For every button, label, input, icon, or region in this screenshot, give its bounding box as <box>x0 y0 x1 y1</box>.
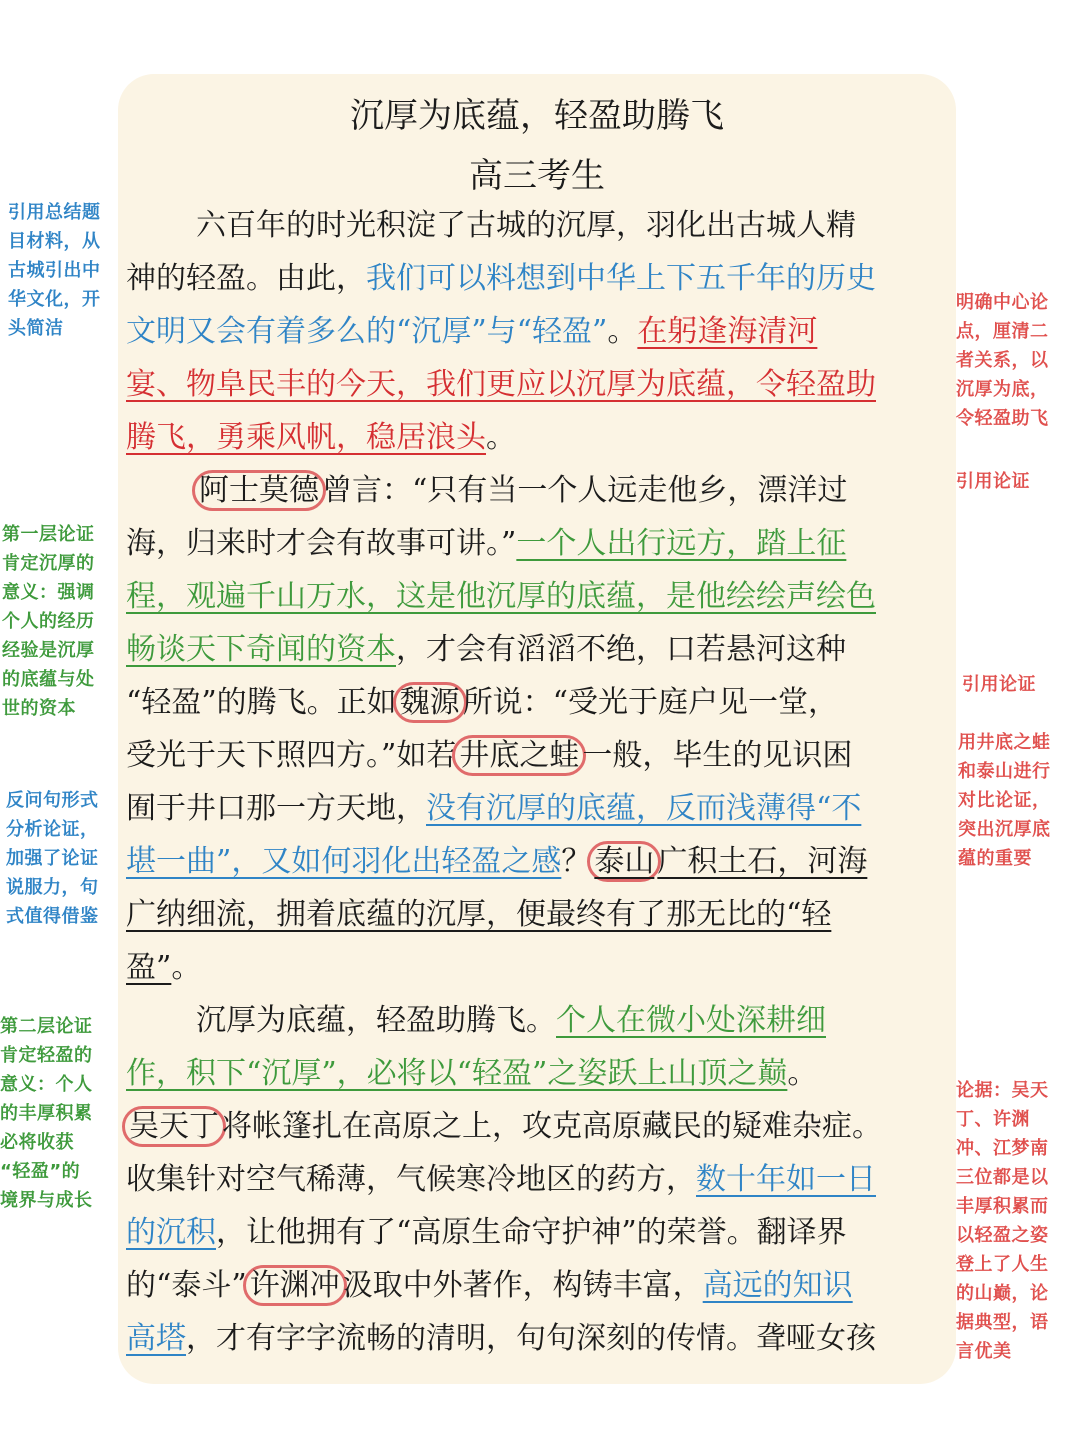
circled-name: 井底之蛙 <box>452 735 586 776</box>
essay-line: 的“泰斗” 许渊冲 汲取中外著作，构铸丰富，高远的知识 <box>126 1266 948 1306</box>
essay-line: 盈”。 <box>126 950 202 985</box>
circled-name: 吴天丁 <box>122 1106 226 1147</box>
essay-line: 囿于井口那一方天地，没有沉厚的底蕴，反而浅薄得“不 <box>126 791 862 826</box>
annotation-note: 用井底之蛙 和泰山进行 对比论证， 突出沉厚底 蕴的重要 <box>958 732 1051 869</box>
circled-name: 阿士莫德 <box>192 470 326 511</box>
essay-line: 腾飞，勇乘风帆，稳居浪头。 <box>126 420 516 455</box>
essay-line: 沉厚为底蕴，轻盈助腾飞。个人在微小处深耕细 <box>196 1003 826 1038</box>
circled-name: 泰山 <box>587 841 661 882</box>
essay-line: 程，观遍千山万水，这是他沉厚的底蕴，是他绘绘声绘色 <box>126 579 876 614</box>
essay-line: “轻盈”的腾飞。正如 魏源 所说：“受光于庭户见一堂， <box>126 683 948 723</box>
annotation-note: 第二层论证 肯定轻盈的 意义：个人 的丰厚积累 必将收获 “轻盈”的 境界与成长 <box>0 1016 93 1211</box>
essay-line: 广纳细流，拥着底蕴的沉厚，便最终有了那无比的“轻 <box>126 897 832 932</box>
essay-line: 文明又会有着多么的“沉厚”与“轻盈”。在躬逢海清河 <box>126 314 818 349</box>
essay-line: 受光于天下照四方。”如若 井底之蛙 一般，毕生的见识困 <box>126 736 948 776</box>
essay-line: 宴、物阜民丰的今天，我们更应以沉厚为底蕴，令轻盈助 <box>126 367 876 402</box>
annotation-note: 引用论证 <box>956 471 1030 492</box>
essay-line: 海，归来时才会有故事可讲。”一个人出行远方，踏上征 <box>126 526 847 561</box>
essay-line: 收集针对空气稀薄，气候寒冷地区的药方，数十年如一日 <box>126 1162 876 1197</box>
essay-title: 沉厚为底蕴，轻盈助腾飞 <box>350 96 724 136</box>
essay-line: 高塔，才有字字流畅的清明，句句深刻的传情。聋哑女孩 <box>126 1321 876 1356</box>
essay-line: 神的轻盈。由此，我们可以料想到中华上下五千年的历史 <box>126 261 876 296</box>
essay-line: 阿士莫德 曾言：“只有当一个人远走他乡，漂洋过 <box>196 471 948 511</box>
circled-name: 魏源 <box>393 682 467 723</box>
annotation-note: 第一层论证 肯定沉厚的 意义：强调 个人的经历 经验是沉厚 的底蕴与处 世的资本 <box>2 524 95 719</box>
essay-line: 作，积下“沉厚”，必将以“轻盈”之姿跃上山顶之巅。 <box>126 1056 818 1091</box>
essay-line: 六百年的时光积淀了古城的沉厚，羽化出古城人精 <box>196 208 856 243</box>
annotation-note: 明确中心论 点，厘清二 者关系，以 沉厚为底， 令轻盈助飞 <box>956 292 1049 429</box>
annotation-note: 引用总结题 目材料，从 古城引出中 华文化，开 头简洁 <box>8 202 101 339</box>
essay-line: 的沉积，让他拥有了“高原生命守护神”的荣誉。翻译界 <box>126 1215 847 1250</box>
annotation-note: 引用论证 <box>962 674 1036 695</box>
essay-author: 高三考生 <box>469 156 605 196</box>
circled-name: 许渊冲 <box>243 1265 347 1306</box>
essay-line: 吴天丁 将帐篷扎在高原之上，攻克高原藏民的疑难杂症。 <box>126 1107 948 1147</box>
essay-line: 畅谈天下奇闻的资本，才会有滔滔不绝，口若悬河这种 <box>126 632 846 667</box>
essay-line: 堪一曲”，又如何羽化出轻盈之感？ 泰山 广积土石，河海 <box>126 842 948 882</box>
annotation-note: 反问句形式 分析论证， 加强了论证 说服力，句 式值得借鉴 <box>6 790 99 927</box>
annotation-note: 论据：吴天 丁、许渊 冲、江梦南 三位都是以 丰厚积累而 以轻盈之姿 登上了人生 的山巅，论 据典型，语 言优美 <box>956 1080 1049 1362</box>
